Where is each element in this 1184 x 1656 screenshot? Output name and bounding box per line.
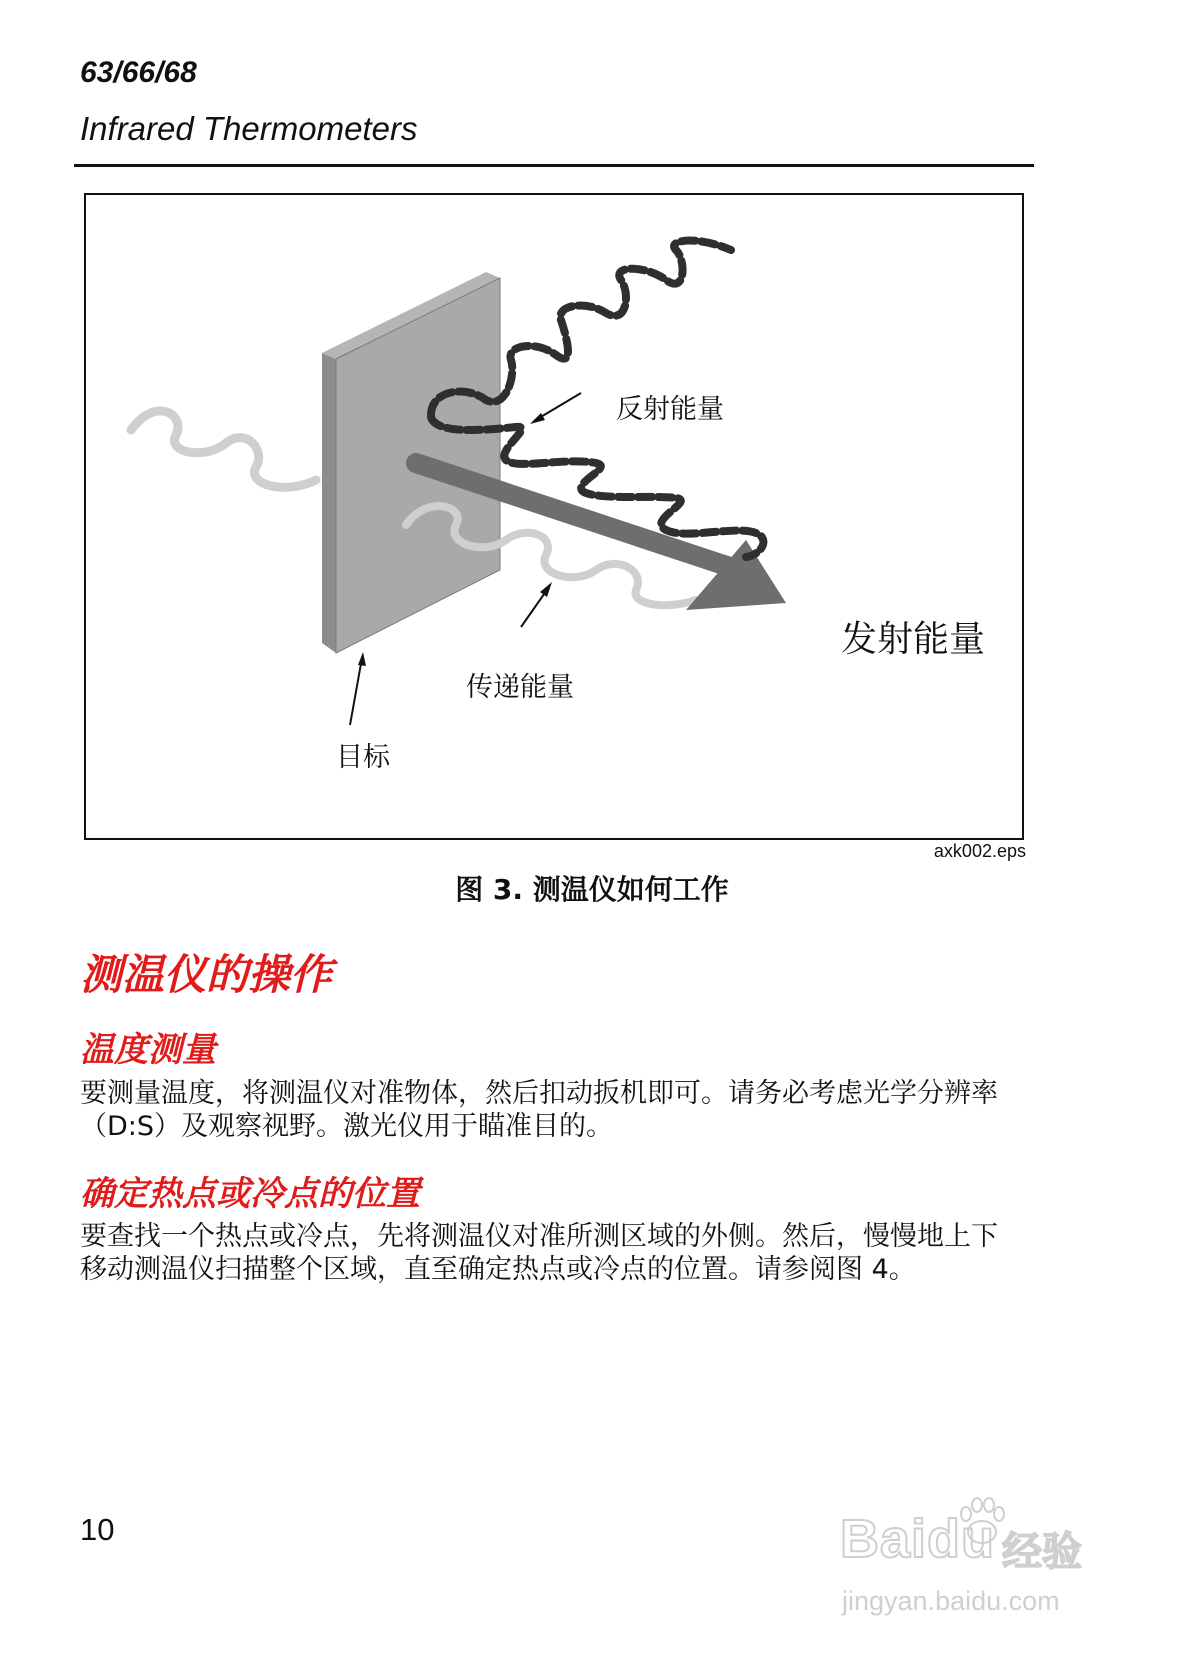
figure-diagram	[84, 193, 1024, 840]
header-model: 63/66/68	[80, 56, 197, 89]
watermark-cn: 经验	[1002, 1529, 1082, 1575]
target-panel-side	[322, 353, 336, 653]
header-title: Infrared Thermometers	[80, 110, 418, 147]
label-emitted-energy: 发射能量	[841, 619, 986, 660]
callout-arrow-target	[350, 658, 362, 725]
label-reflected-energy: 反射能量	[616, 394, 724, 425]
figure-file-tag: axk002.eps	[933, 841, 1026, 861]
baidu-watermark	[832, 1500, 1132, 1630]
subheading-locate-hot-cold-spot: 确定热点或冷点的位置	[80, 1174, 420, 1214]
header-rule	[74, 164, 1034, 167]
label-transmitted-energy: 传递能量	[466, 672, 574, 703]
callout-arrowhead-target	[358, 652, 366, 666]
page-number: 10	[80, 1512, 115, 1547]
diagram-illustration	[86, 195, 1022, 838]
paragraph-temperature-measurement: 要测量温度，将测温仪对准物体，然后扣动扳机即可。请务必考虑光学分辨率（D:S）及观察视野。激光仪用于瞄准目的。	[80, 1078, 998, 1142]
paragraph-locate-hot-cold-spot: 要查找一个热点或冷点，先将测温仪对准所测区域的外侧。然后，慢慢地上下移动测温仪扫描整个区域，直至确定热点或冷点的位置。请参阅图 4。	[80, 1221, 998, 1285]
figure-caption: 图 3. 测温仪如何工作	[455, 873, 729, 906]
callout-arrowhead-transmitted	[540, 582, 552, 597]
section-heading: 测温仪的操作	[80, 950, 333, 999]
incoming-wave-left	[131, 411, 316, 487]
subheading-temperature-measurement: 温度测量	[80, 1030, 216, 1070]
watermark-url: jingyan.baidu.com	[842, 1586, 1060, 1616]
watermark-brand: Baidu	[840, 1509, 996, 1569]
label-target: 目标	[336, 742, 390, 773]
